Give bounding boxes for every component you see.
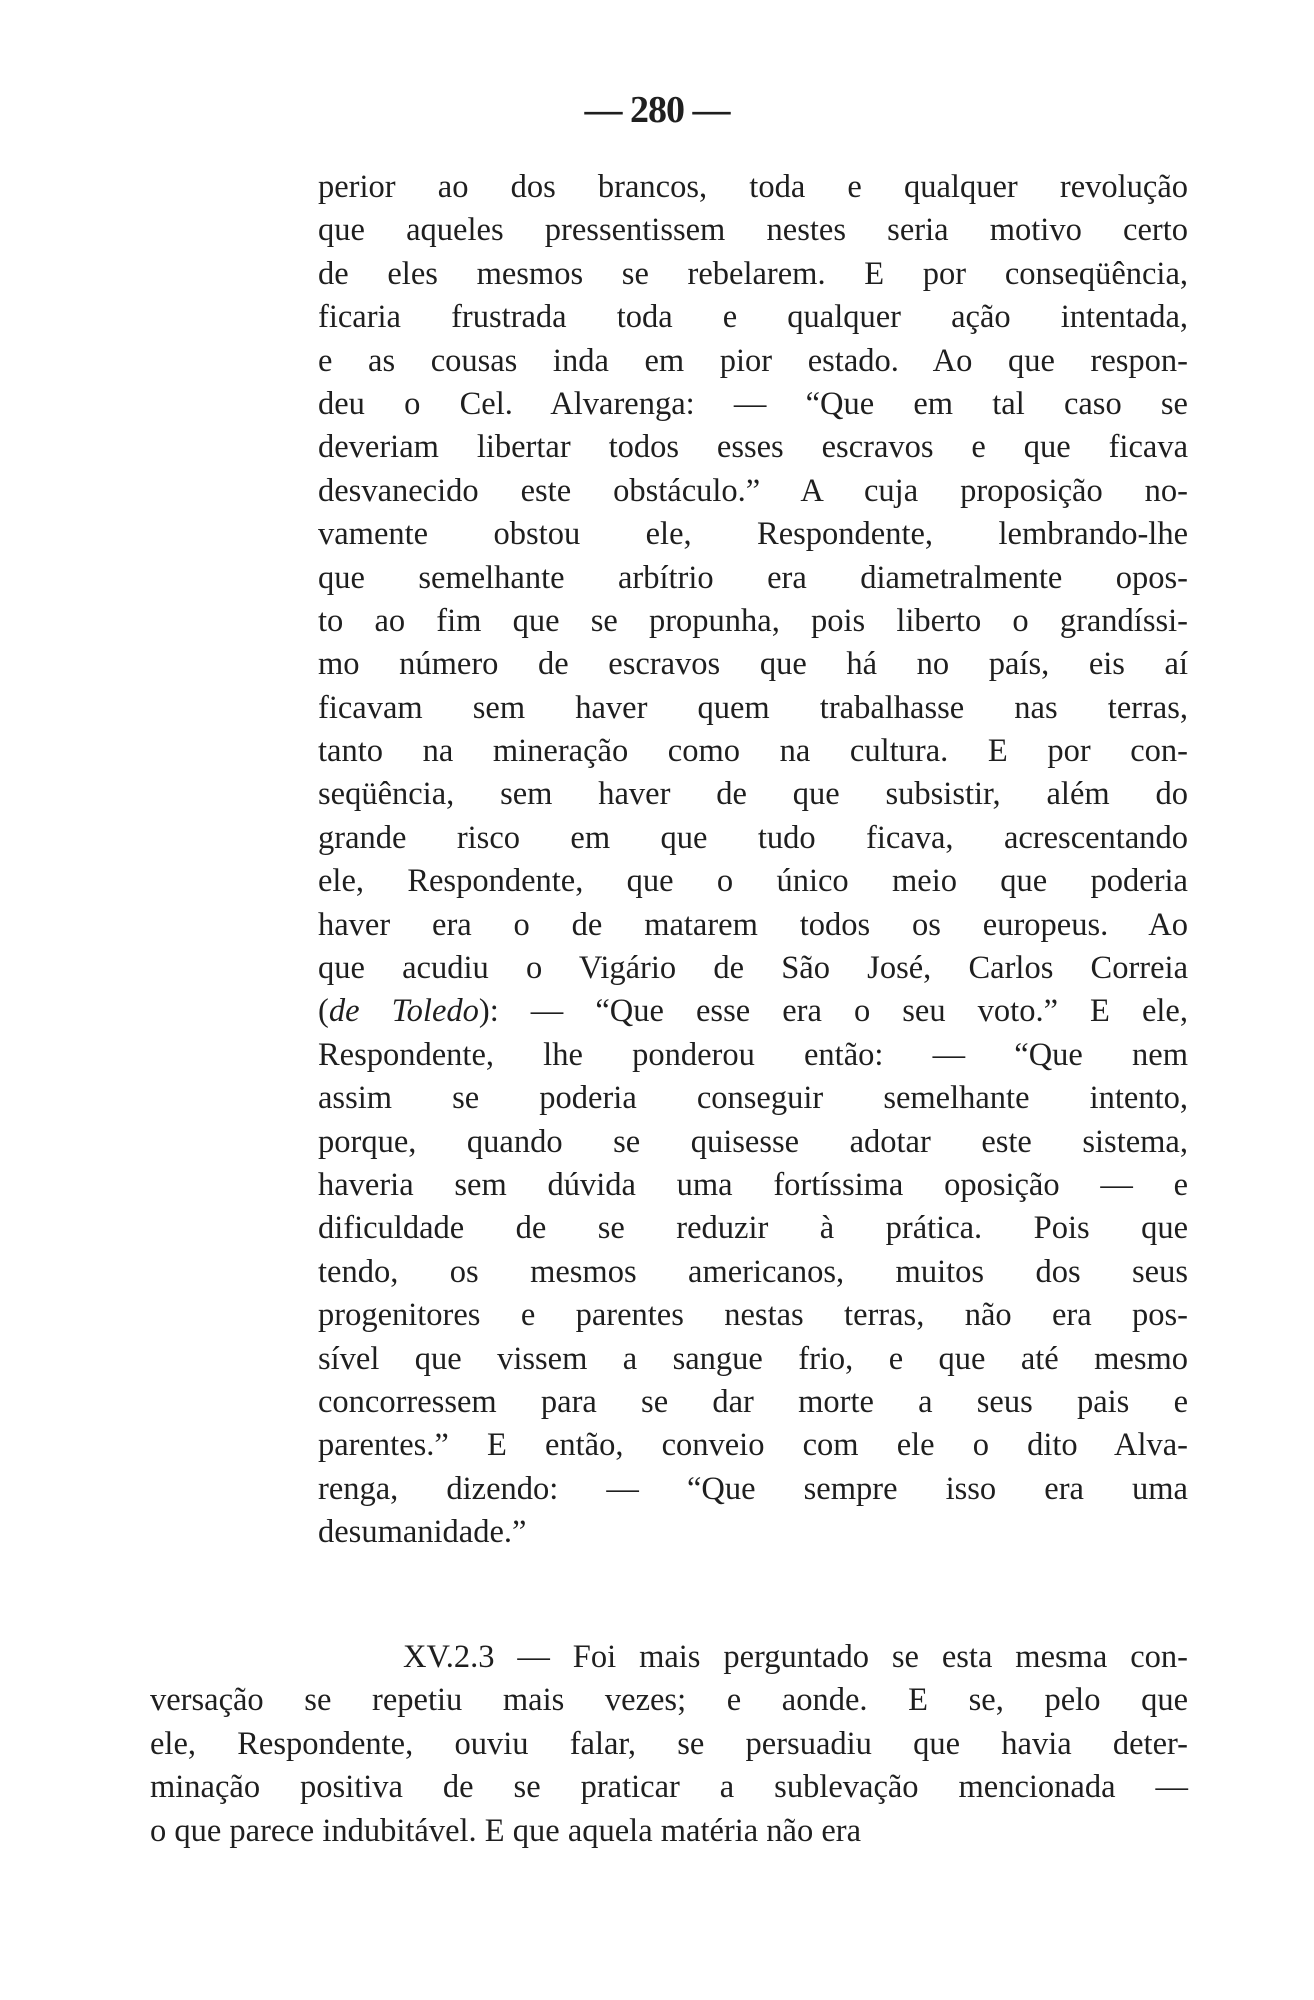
text-line: porque, quando se quisesse adotar este sistema, [318, 1123, 1188, 1160]
text-line: minação positiva de se praticar a sublevação mencionada — [150, 1769, 1188, 1806]
text-line: progenitores e parentes nestas terras, não era pos- [318, 1297, 1188, 1334]
text-line: ele, Respondente, que o único meio que poderia [318, 863, 1188, 900]
text-line: Respondente, lhe ponderou então: — “Que nem [318, 1036, 1188, 1073]
text-line: de eles mesmos se rebelarem. E por conseqüência, [318, 255, 1188, 292]
text-line: deveriam libertar todos esses escravos e que ficava [318, 429, 1188, 466]
text-line: que semelhante arbítrio era diametralmente opos- [318, 559, 1188, 596]
text-line: assim se poderia conseguir semelhante intento, [318, 1080, 1188, 1117]
text-line: tanto na mineração como na cultura. E por con- [318, 733, 1188, 770]
italic-name: de Toledo [328, 993, 479, 1030]
text-line: concorressem para se dar morte a seus pais e [318, 1383, 1188, 1420]
page-number: — 280 — [584, 89, 730, 131]
text-line: to ao fim que se propunha, pois liberto o grandíssi- [318, 602, 1188, 639]
text-line: haveria sem dúvida uma fortíssima oposição — e [318, 1166, 1188, 1203]
text-line: e as cousas inda em pior estado. Ao que respon- [318, 342, 1188, 379]
paragraph-1 [318, 166, 1188, 1555]
text-line: ele, Respondente, ouviu falar, se persuadiu que havia deter- [150, 1725, 1188, 1762]
text-line: sível que vissem a sangue frio, e que até mesmo [318, 1340, 1188, 1377]
text-line: tendo, os mesmos americanos, muitos dos seus [318, 1253, 1188, 1290]
text-line: seqüência, sem haver de que subsistir, além do [318, 776, 1188, 813]
text-line: o que parece indubitável. E que aquela matéria não era [150, 1812, 862, 1849]
text-line: ficavam sem haver quem trabalhasse nas terras, [318, 689, 1188, 726]
text-line: (de Toledo): — “Que esse era o seu voto.” E ele, [318, 993, 1188, 1030]
text-line: que acudiu o Vigário de São José, Carlos Correia [318, 950, 1188, 987]
text-line: que aqueles pressentissem nestes seria motivo certo [318, 212, 1188, 249]
text-line: desvanecido este obstáculo.” A cuja proposição no- [318, 472, 1188, 509]
text-line: XV.2.3 — Foi mais perguntado se esta mesma con- [403, 1639, 1188, 1675]
text-line: perior ao dos brancos, toda e qualquer revolução [318, 169, 1188, 205]
text-line: dificuldade de se reduzir à prática. Pois que [318, 1210, 1188, 1247]
paragraph-2 [150, 1636, 1188, 1853]
text-line: versação se repetiu mais vezes; e aonde. E se, pelo que [150, 1682, 1188, 1719]
text-line: ficaria frustrada toda e qualquer ação intentada, [318, 299, 1188, 336]
text-line: renga, dizendo: — “Que sempre isso era uma [318, 1470, 1188, 1507]
text-line: mo número de escravos que há no país, eis aí [318, 646, 1188, 683]
text-line: desumanidade.” [318, 1514, 527, 1551]
text-line: vamente obstou ele, Respondente, lembrando-lhe [318, 516, 1188, 553]
text-line: deu o Cel. Alvarenga: — “Que em tal caso se [318, 385, 1188, 422]
text-line: grande risco em que tudo ficava, acrescentando [318, 819, 1188, 856]
text-line: parentes.” E então, conveio com ele o dito Alva- [318, 1427, 1188, 1464]
text-line: haver era o de matarem todos os europeus. Ao [318, 906, 1188, 943]
